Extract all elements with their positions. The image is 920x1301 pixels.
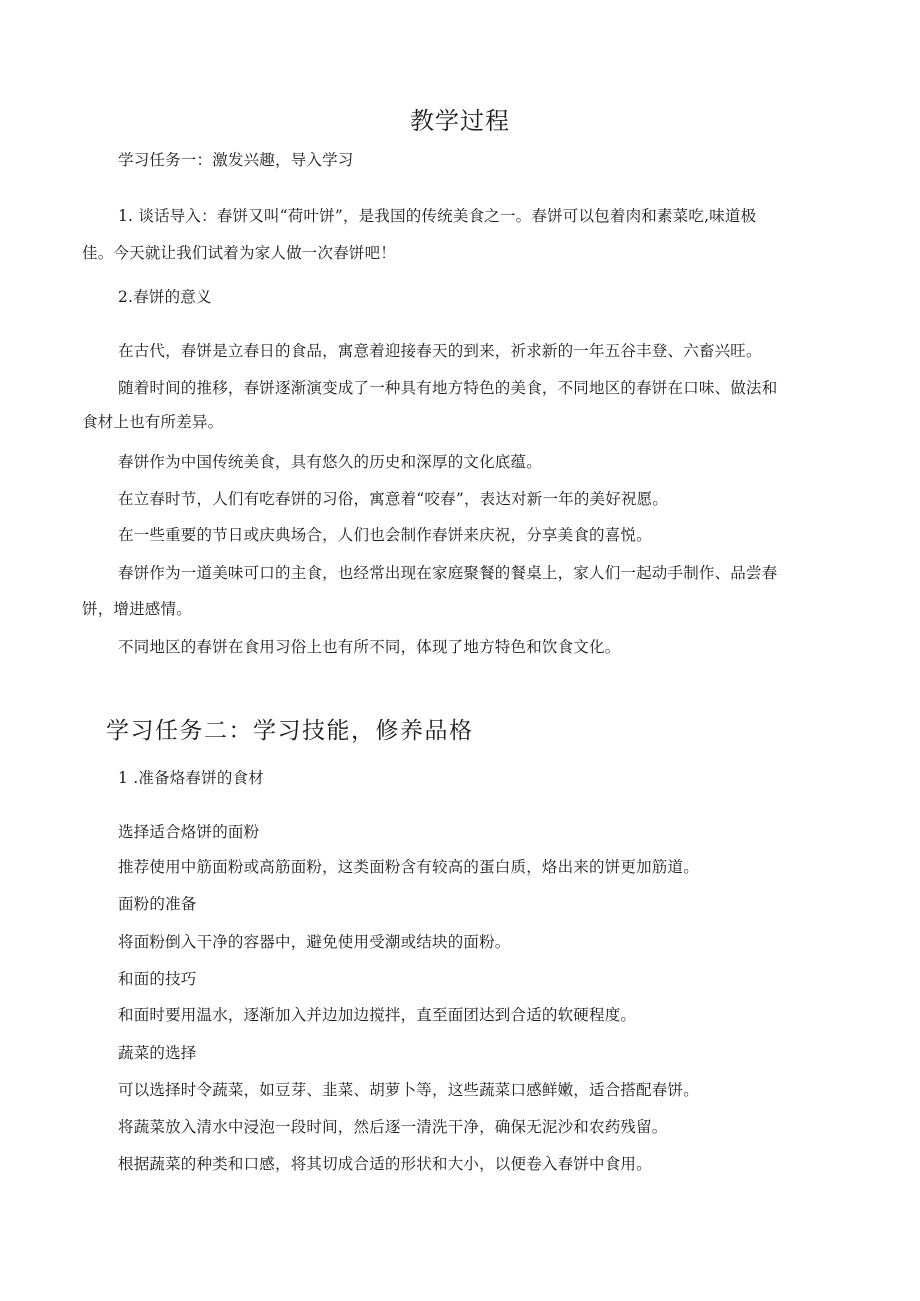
meaning-paragraph-3: 春饼作为中国传统美食，具有悠久的历史和深厚的文化底蕴。: [118, 453, 542, 471]
flour-prep-heading: 面粉的准备: [118, 895, 197, 913]
flour-choice-text: 推荐使用中筋面粉或高筋面粉，这类面粉含有较高的蛋白质，烙出来的饼更加筋道。: [118, 858, 699, 876]
meaning-paragraph-4: 在立春时节，人们有吃春饼的习俗，寓意着“咬春”，表达对新一年的美好祝愿。: [118, 490, 669, 508]
meaning-paragraph-6-line1: 春饼作为一道美味可口的主食，也经常出现在家庭聚餐的餐桌上，家人们一起动手制作、品尝春: [118, 564, 778, 582]
vegetable-heading: 蔬菜的选择: [118, 1044, 197, 1062]
meaning-paragraph-2-line2: 食材上也有所差异。: [82, 413, 224, 431]
meaning-paragraph-1: 在古代，春饼是立春日的食品，寓意着迎接春天的到来，祈求新的一年五谷丰登、六畜兴旺。: [118, 342, 762, 360]
ingredients-subheading: 1 .准备烙春饼的食材: [118, 769, 264, 787]
meaning-paragraph-6-line2: 饼，增进感情。: [82, 600, 192, 618]
vegetable-text-2: 将蔬菜放入清水中浸泡一段时间，然后逐一清洗干净，确保无泥沙和农药残留。: [118, 1118, 668, 1136]
meaning-paragraph-5: 在一些重要的节日或庆典场合，人们也会制作春饼来庆祝，分享美食的喜悦。: [118, 526, 652, 544]
meaning-paragraph-2-line1: 随着时间的推移，春饼逐渐演变成了一种具有地方特色的美食，不同地区的春饼在口味、做法和: [118, 379, 778, 397]
dough-heading: 和面的技巧: [118, 970, 197, 988]
vegetable-text-1: 可以选择时令蔬菜，如豆芽、韭菜、胡萝卜等，这些蔬菜口感鲜嫩，适合搭配春饼。: [118, 1081, 699, 1099]
intro-paragraph-line1: 1. 谈话导入：春饼又叫“荷叶饼”，是我国的传统美食之一。春饼可以包着肉和素菜吃,味道极: [118, 207, 757, 225]
page-title: 教学过程: [410, 107, 510, 135]
meaning-paragraph-7: 不同地区的春饼在食用习俗上也有所不同，体现了地方特色和饮食文化。: [118, 638, 621, 656]
flour-choice-heading: 选择适合烙饼的面粉: [118, 823, 260, 841]
task1-heading: 学习任务一：激发兴趣，导入学习: [118, 151, 354, 169]
meaning-heading: 2.春饼的意义: [118, 288, 212, 306]
vegetable-text-3: 根据蔬菜的种类和口感，将其切成合适的形状和大小，以便卷入春饼中食用。: [118, 1155, 652, 1173]
intro-paragraph-line2: 佳。今天就让我们试着为家人做一次春饼吧！: [82, 244, 397, 262]
flour-prep-text: 将面粉倒入干净的容器中，避免使用受潮或结块的面粉。: [118, 933, 511, 951]
task2-heading: 学习任务二：学习技能，修养品格: [106, 718, 474, 744]
dough-text: 和面时要用温水，逐渐加入并边加边搅拌，直至面团达到合适的软硬程度。: [118, 1006, 637, 1024]
